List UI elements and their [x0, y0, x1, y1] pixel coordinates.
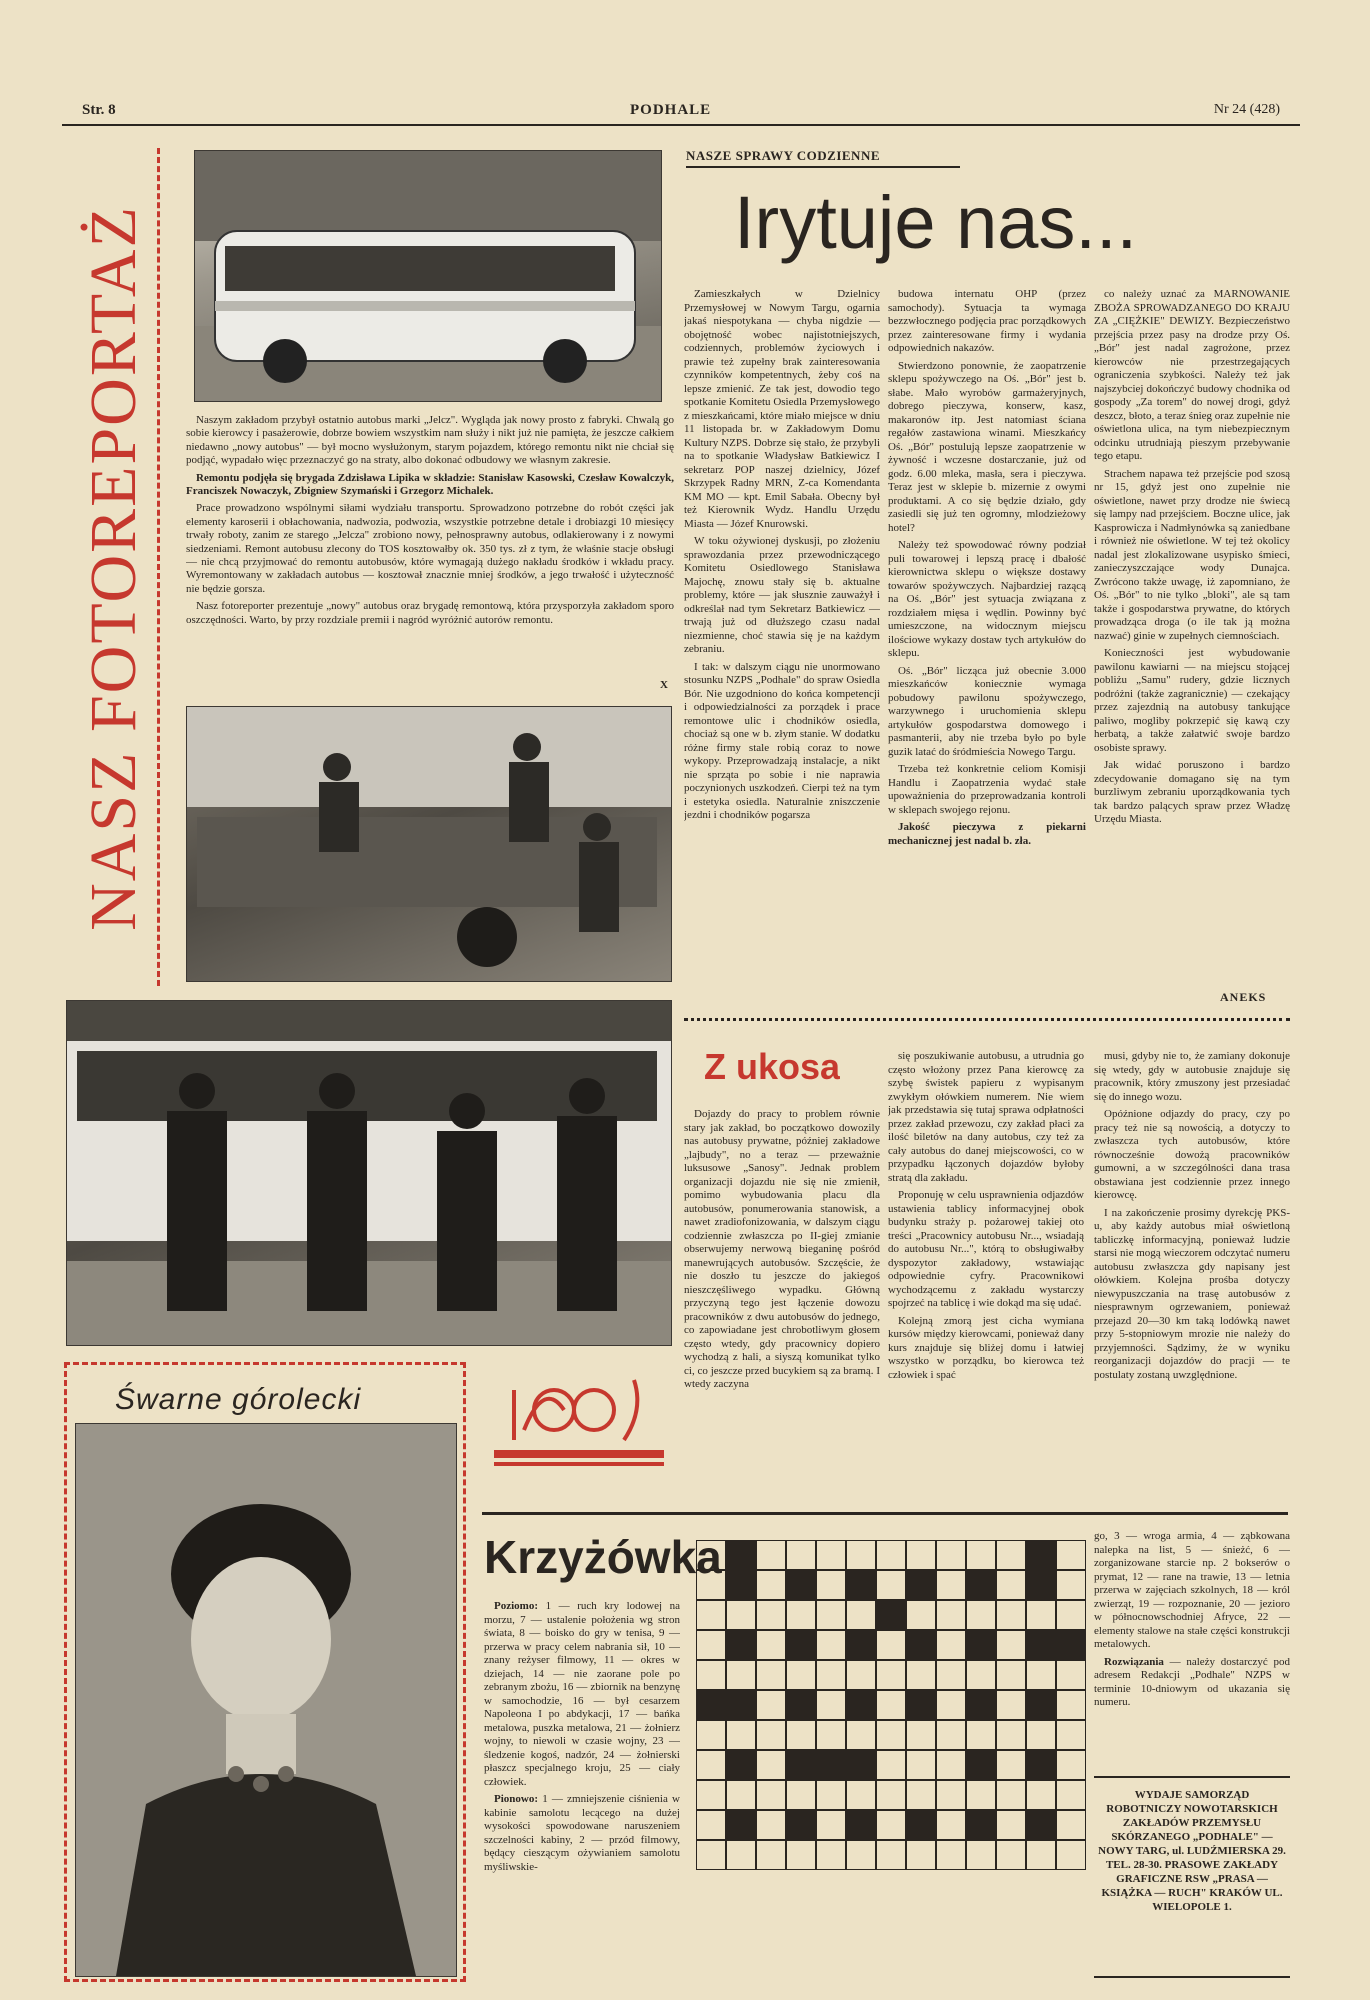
crossword-cell[interactable]: [876, 1660, 906, 1690]
crossword-cell[interactable]: [1056, 1780, 1086, 1810]
crossword-cell[interactable]: [816, 1840, 846, 1870]
krzyzowka-clue-paragraph: go, 3 — wroga armia, 4 — ząbkowana nalepka na list, 5 — śnieżć, 6 — zorganizowane starcie np. 2 bokserów o prymat, 12 — rane na trawie, 13 — letnia przerwa w zajęciach szkolnych, 18 — król zwierząt, 19 — rozpoznanie, 20 — jezioro w północnowschodniej Afryce, 22 — elementy stalowe na stałe części konstrukcji metalowych.: [1094, 1530, 1290, 1650]
crossword-cell[interactable]: [876, 1690, 906, 1720]
krzyzowka-clues-right: [1094, 1530, 1290, 1762]
crossword-cell[interactable]: [1056, 1690, 1086, 1720]
crossword-cell[interactable]: [756, 1570, 786, 1600]
page-header: [60, 96, 1300, 126]
crossword-black-cell: [726, 1630, 756, 1660]
crossword-cell[interactable]: [996, 1750, 1026, 1780]
z-ukosa-paragraph: Opóźnione odjazdy do pracy, czy po pracy też nie są nowością, a dotyczy to zwłaszcza tych autobusów, które równocześnie dowożą pracowników gumowni, a w szczególności dana trasa obstawiana jest codziennie przez innego kierowcę.: [1094, 1108, 1290, 1201]
crossword-cell[interactable]: [696, 1630, 726, 1660]
crossword-cell[interactable]: [786, 1540, 816, 1570]
z-ukosa-paragraph: Proponuję w celu usprawnienia odjazdów ustawienia tablicy informacyjnej obok budynku straży p. pożarowej takiej oto treści „Pracownicy autobusu Nr..., wsiadają do autobusu Nr...", którą to obsługiwałby dyspozytor zakładowy, wstawiając odpowiednie cyfry. Pracownikowi wychodzącemu z zakładu wystarczy spojrzeć na tablicę i wie dokąd ma się udać.: [888, 1189, 1084, 1309]
crossword-cell[interactable]: [906, 1540, 936, 1570]
krzyzowka-clue-paragraph: [1094, 1656, 1290, 1710]
irytuje-paragraph: W toku ożywionej dyskusji, po złożeniu sprawozdania przez przewodniczącego Komitetu Osiedlowego Stanisława Majochę, znowu stały się b. aktualne problemy, które — jak słusznie zauważył i odkreślał nad tym Sekretarz Batkiewicz — trwają już od dłuższego czasu nadal niezmienne, choć stawia się je na każdym zebraniu.: [684, 535, 880, 655]
crossword-cell[interactable]: [816, 1540, 846, 1570]
irytuje-kicker-rule: [686, 166, 960, 168]
section-separator: [684, 1018, 1290, 1021]
fotoreportaz-vertical-title: NASZ FOTOREPORTAŻ: [77, 205, 150, 931]
crossword-cell[interactable]: [1056, 1600, 1086, 1630]
pionowo-clues: 1 — zmniejszenie ciśnienia w kabinie samolotu lecącego na dużej wysokości spowodowane naruszeniem szczelności kabiny, 2 — przód filmowy, będący cieszącym ożywianiem samolotu myśliwskie-: [484, 1793, 680, 1873]
crossword-cell[interactable]: [786, 1660, 816, 1690]
crossword-cell[interactable]: [1056, 1810, 1086, 1840]
crossword-cell[interactable]: [816, 1630, 846, 1660]
crossword-cell[interactable]: [876, 1840, 906, 1870]
crossword-black-cell: [906, 1810, 936, 1840]
crossword-cell[interactable]: [786, 1600, 816, 1630]
header-rule: [62, 124, 1300, 126]
crossword-cell[interactable]: [816, 1720, 846, 1750]
crossword-black-cell: [846, 1570, 876, 1600]
crossword-grid: [696, 1540, 1088, 1872]
crossword-cell[interactable]: [1056, 1720, 1086, 1750]
crossword-black-cell: [906, 1570, 936, 1600]
crossword-cell[interactable]: [756, 1660, 786, 1690]
crossword-cell[interactable]: [996, 1690, 1026, 1720]
crossword-cell[interactable]: [966, 1780, 996, 1810]
crossword-cell[interactable]: [756, 1630, 786, 1660]
crossword-cell[interactable]: [846, 1840, 876, 1870]
crossword-cell[interactable]: [876, 1750, 906, 1780]
crossword-cell[interactable]: [876, 1630, 906, 1660]
irytuje-paragraph: Jakość pieczywa z piekarni mechanicznej jest nadal b. zła.: [888, 821, 1086, 847]
crossword-cell[interactable]: [846, 1660, 876, 1690]
crossword-cell[interactable]: [906, 1660, 936, 1690]
crossword-cell[interactable]: [756, 1690, 786, 1720]
crossword-black-cell: [876, 1600, 906, 1630]
crossword-cell[interactable]: [996, 1840, 1026, 1870]
crossword-cell[interactable]: [996, 1600, 1026, 1630]
krzyzowka-clue-paragraph: [484, 1600, 680, 1789]
fotoreportaz-sidebar: [68, 148, 160, 986]
imprint-box: [1094, 1776, 1290, 1978]
rozwiazania-text: — należy dostarczyć pod adresem Redakcji „Podhale" NZPS w terminie 10-dniowym od ukazania się numeru.: [1094, 1655, 1290, 1708]
brigade-illustration: [67, 1001, 672, 1346]
irytuje-signature: ANEKS: [1220, 990, 1267, 1004]
crossword-cell[interactable]: [726, 1840, 756, 1870]
crossword-cell[interactable]: [1026, 1720, 1056, 1750]
crossword-cell[interactable]: [876, 1810, 906, 1840]
mechanics-illustration: [187, 707, 672, 982]
crossword-cell[interactable]: [696, 1840, 726, 1870]
crossword-cell[interactable]: [966, 1720, 996, 1750]
crossword-cell[interactable]: [936, 1570, 966, 1600]
crossword-cell[interactable]: [1026, 1840, 1056, 1870]
crossword-cell[interactable]: [996, 1720, 1026, 1750]
crossword-cell[interactable]: [906, 1840, 936, 1870]
irytuje-paragraph: Oś. „Bór" licząca już obecnie 3.000 mieszkańców koniecznie wymaga pobudowy pawilonu spożywczego, warzywnego i uruchomienia sklepu artykułów gospodarstwa domowego i pasmanterii, aby nie trzeba było po byle guzik latać do śródmieścia Nowego Targu.: [888, 664, 1086, 758]
crossword-cell[interactable]: [936, 1600, 966, 1630]
crossword-cell[interactable]: [906, 1720, 936, 1750]
irytuje-column-2: [888, 288, 1086, 988]
crossword-cell[interactable]: [756, 1810, 786, 1840]
krzyzowka-title: Krzyżówka: [484, 1531, 722, 1583]
crossword-black-cell: [966, 1570, 996, 1600]
crossword-cell[interactable]: [696, 1750, 726, 1780]
crossword-cell[interactable]: [996, 1540, 1026, 1570]
folk-ornament: [484, 1350, 674, 1474]
crossword-cell[interactable]: [936, 1720, 966, 1750]
masthead: PODHALE: [630, 102, 712, 118]
z-ukosa-paragraph: Kolejną zmorą jest cicha wymiana kursów między kierowcami, ponieważ dany kurs znajduje się bliżej domu i łatwiej wszystko w porządku, bo kierowca też człowiek i spać: [888, 1314, 1084, 1381]
z-ukosa-paragraph: I na zakończenie prosimy dyrekcję PKS-u, aby każdy autobus miał oświetloną tabliczkę informacyjną, ponieważ ludzie starsi nie mogą wieczorem odczytać numeru autobusu zwłaszcza gdy napisany jest ołówkiem. Kolejna prośba dotyczy niewypuszczania na trasę autobusów z niesprawnym ogrzewaniem, ponieważ przejazd 20—30 km taką lodówką nawet przy 5-stopniowym mrozie nie należy do przyjemności. Sądzimy, że w wyniku reorganizacji dojazdów do pracji — te postulaty zostaną uwzględnione.: [1094, 1206, 1290, 1381]
crossword-cell[interactable]: [846, 1540, 876, 1570]
irytuje-paragraph: Konieczności jest wybudowanie pawilonu kawiarni — na miejscu stojącej pobliżu „Samu" rudery, gdzie licznych podróżni (także zagranicznie) — czekający przez zajezdnią na autobusy tankujące paliwo, mogliby pokrzepić się kawą czy herbatą, a także załatwić swoje bardzo osobiste sprawy.: [1094, 647, 1290, 754]
fotoreportaz-paragraph: Remontu podjęła się brygada Zdzisława Lipika w składzie: Stanisław Kasowski, Czesław Kowalczyk, Franciszek Nowaczyk, Zbigniew Szymański i Grzegorz Michalek.: [186, 471, 674, 498]
swarne-gorolecki-box: [64, 1362, 466, 1982]
fotoreportaz-signature: X: [660, 678, 668, 691]
mechanics-photo: [186, 706, 672, 982]
crossword-black-cell: [726, 1570, 756, 1600]
crossword-cell[interactable]: [696, 1810, 726, 1840]
crossword-black-cell: [726, 1690, 756, 1720]
crossword-cell[interactable]: [936, 1690, 966, 1720]
crossword-black-cell: [966, 1690, 996, 1720]
crossword-cell[interactable]: [846, 1600, 876, 1630]
crossword-cell[interactable]: [816, 1660, 846, 1690]
crossword-cell[interactable]: [786, 1840, 816, 1870]
crossword-cell[interactable]: [876, 1780, 906, 1810]
crossword-black-cell: [786, 1810, 816, 1840]
fotoreportaz-paragraph: Prace prowadzono wspólnymi siłami wydziału transportu. Sprowadzono potrzebne do robót części jak elementy karoserii i obłachowania, nadwozia, podwozia, wszystkie potrzebne detale i drobiazgi 10 miesięcy trwały roboty, zanim ze starego „Jelcza" zrobiono nowy, pełnosprawny autobus, odlakierowany i z nowymi siedzeniami. Remont autobusu zlecony do TOS kosztowałby ok. 350 tys. zł z tym, że właśnie stacje obsługi — nie chcą przyjmować do remontu autobusów, które wymagają dużego nakładu środków i wkładu pracy. Wyremontowany w zakładach autobus — kosztował znacznie mniej środków, a jego trwałość i użyteczność nie będzie gorsza.: [186, 502, 674, 595]
crossword-black-cell: [786, 1750, 816, 1780]
z-ukosa-column-3: [1094, 1050, 1290, 1498]
fotoreportaz-article: [186, 414, 674, 696]
fotoreportaz-paragraph: Nasz fotoreporter prezentuje „nowy" autobus oraz brygadę remontową, która przysporzyła zakładom sporo oszczędności. Warto, by przy rozdziale premii i nagród wyróżnić autorów remontu.: [186, 600, 674, 626]
crossword-cell[interactable]: [1056, 1540, 1086, 1570]
irytuje-paragraph: Trzeba też konkretnie celiom Komisji Handlu i Zaopatrzenia wydać stałe upoważnienia do przeprowadzania kontroli w sklepach swojego rejonu.: [888, 763, 1086, 816]
crossword-cell[interactable]: [996, 1630, 1026, 1660]
z-ukosa-column-1: [684, 1108, 880, 1498]
irytuje-kicker: NASZE SPRAWY CODZIENNE: [686, 148, 880, 163]
crossword-cell[interactable]: [846, 1780, 876, 1810]
crossword-cell[interactable]: [906, 1750, 936, 1780]
crossword-cell[interactable]: [696, 1540, 726, 1570]
crossword-black-cell: [906, 1630, 936, 1660]
crossword-cell[interactable]: [756, 1750, 786, 1780]
crossword-cell[interactable]: [1026, 1660, 1056, 1690]
crossword-cell[interactable]: [756, 1540, 786, 1570]
irytuje-paragraph: Zamieszkałych w Dzielnicy Przemysłowej w Nowym Targu, ogarnia jakaś niespotykana — chyba nigdzie — obojętność wobec najistotniejszych, codziennych, problemów życiowych i prawie też zupełny brak zainteresowania czynników kompetentnych, żeby coś na lepsze zmienić. Ze tak jest, dowodio tego spotkanie Komitetu Osiedla Przemysłowego z mieszkańcami, które miało miejsce w dniu 11 listopada br. w Zakładowym Domu Kultury NZPS. Dobrze się stało, że przybyli na to spotkanie Władysław Batkiewicz I sekretarz POP naszej dzielnicy, Józef Skrzypek Radny MRN, Z-ca Komendanta KM MO — kpt. Emil Sabała. Obecny był też Kierownik Wydz. Handlu Urzędu Miasta — Józef Knurowski.: [684, 288, 880, 530]
crossword-cell[interactable]: [816, 1810, 846, 1840]
crossword-cell[interactable]: [696, 1720, 726, 1750]
crossword-black-cell: [726, 1810, 756, 1840]
crossword-cell[interactable]: [756, 1600, 786, 1630]
irytuje-paragraph: budowa internatu OHP (przez samochody). Sytuacja ta wymaga bezzwłocznego podjęcia prac porządkowych przez zainteresowane firmy i wydania odpowiednich nakazów.: [888, 288, 1086, 354]
crossword-cell[interactable]: [696, 1780, 726, 1810]
crossword-cell[interactable]: [1056, 1750, 1086, 1780]
crossword-cell[interactable]: [756, 1720, 786, 1750]
crossword-cell[interactable]: [696, 1570, 726, 1600]
z-ukosa-paragraph: Dojazdy do pracy to problem równie stary jak zakład, bo początkowo dowozily nas autobusy prywatne, później zakładowe „lajbudy", no a teraz — przeważnie luksusowe „Sanosy". Jednak problem organizacji dojazdu nie się nie zmienił, pomimo wybudowania placu dla autobusów, ponumerowania stanowisk, a nawet zradiofonizowania, w dalszym ciągu codziennie zwłaszcza po II-giej zmianie obserwujemy nerwową bieganinę pośród manewrujących autobusów. Szczęście, że nie doszło tu jeszcze do jakiegoś nieszczęśliwego wypadku. Główną przyczyną tego jest łączenie dowozu pracowników z dwu autobusów do jednego, co zapowiadane jest chrobotliwym głosem często wtedy, gdy pracownicy dopiero wychodzą z hali, a siyszą komunikat tylko ci, co jeszcze przed bucykiem są za bramą. I wtedy zaczyna: [684, 1108, 880, 1390]
crossword-cell[interactable]: [726, 1600, 756, 1630]
crossword-cell[interactable]: [906, 1600, 936, 1630]
goralka-portrait: [75, 1423, 457, 1977]
crossword-cell[interactable]: [816, 1780, 846, 1810]
crossword-cell[interactable]: [996, 1660, 1026, 1690]
crossword-cell[interactable]: [696, 1660, 726, 1690]
krzyzowka-clue-paragraph: [484, 1793, 680, 1874]
crossword-cell[interactable]: [936, 1840, 966, 1870]
crossword-cell[interactable]: [1026, 1780, 1056, 1810]
crossword-cell[interactable]: [936, 1540, 966, 1570]
crossword-cell[interactable]: [966, 1840, 996, 1870]
crossword-cell[interactable]: [936, 1630, 966, 1660]
z-ukosa-column-2: [888, 1050, 1084, 1498]
portrait-illustration: [76, 1424, 456, 1976]
page-number: Str. 8: [82, 102, 116, 118]
crossword-cell[interactable]: [816, 1600, 846, 1630]
crossword-cell[interactable]: [936, 1810, 966, 1840]
irytuje-column-1: [684, 288, 880, 988]
crossword-black-cell: [696, 1690, 726, 1720]
poziomo-label: Poziomo:: [494, 1600, 538, 1612]
crossword-cell[interactable]: [1056, 1570, 1086, 1600]
crossword-cell[interactable]: [1026, 1600, 1056, 1630]
imprint-text: WYDAJE SAMORZĄD ROBOTNICZY NOWOTARSKICH ZAKŁADÓW PRZEMYSŁU SKÓRZANEGO „PODHALE" — NOWY TARG, ul. LUDŹMIERSKA 29. TEL. 28-30. PRASOWE ZAKŁADY GRAFICZNE RSW „PRASA — KSIĄŻKA — RUCH" KRAKÓW UL. WIELOPOLE 1.: [1098, 1789, 1286, 1913]
crossword-black-cell: [1026, 1690, 1056, 1720]
crossword-cell[interactable]: [966, 1660, 996, 1690]
swarne-title: Śwarne górolecki: [115, 1383, 362, 1416]
crossword-black-cell: [966, 1810, 996, 1840]
crossword-cell[interactable]: [726, 1780, 756, 1810]
crossword-cell[interactable]: [936, 1660, 966, 1690]
irytuje-paragraph: Należy też spowodować równy podział puli towarowej i lepszą pracę i dbałość kierownictwa sklepu o większe dostawy towarów spożywczych. Najbardziej razącą na Oś. „Bór" jest sytuacja związana z rozdziałem mięsa i wędlin. Powinny być umieszczone, na widocznym miejscu ilościowe wykazy dostaw tych artykułów do sklepu.: [888, 539, 1086, 659]
crossword-black-cell: [1026, 1570, 1056, 1600]
crossword-black-cell: [786, 1570, 816, 1600]
crossword-cell[interactable]: [876, 1570, 906, 1600]
rozwiazania-label: Rozwiązania: [1104, 1655, 1164, 1668]
crossword-black-cell: [726, 1750, 756, 1780]
irytuje-paragraph: I tak: w dalszym ciągu nie unormowano stosunku NZPS „Podhale" do spraw Osiedla Bór. Nie uzgodniono do końca kompetencji i odpowiedzialności za porządek i prace remontowe ulic i chodników osiedla, chociaż są one w b. złym stanie. W dodatku różne firmy stale robią coraz to nowe wykopy. Przeprowadzają instalacje, a nikt nie sprząta po sobie i nie naprawia poczynionych uszkodzeń. Cierpi też na tym i estetyka osiedla. Naturalnie zniszczenie jezdni i chodników pogarsza: [684, 660, 880, 821]
crossword-black-cell: [726, 1540, 756, 1570]
crossword-cell[interactable]: [816, 1570, 846, 1600]
crossword-black-cell: [846, 1810, 876, 1840]
crossword-cell[interactable]: [966, 1540, 996, 1570]
z-ukosa-paragraph: się poszukiwanie autobusu, a utrudnia go często włożony przez Pana kierowcę za szybę świstek papieru z wypisanym zwykłym ołówkiem numerem. Nie wiem jak przedstawia się tutaj sprawa odpłatności przez zakład przewozu, czy zakład płaci za ilość biletów na dany autobus, czy też za cały autobus do danej miejscowości, co w przypadku łączonych dojazdów byłoby stratą dla zakładu.: [888, 1050, 1084, 1184]
z-ukosa-title: Z ukosa: [704, 1046, 841, 1087]
crossword-cell[interactable]: [936, 1780, 966, 1810]
crossword-black-cell: [846, 1750, 876, 1780]
krzyzowka-clues-left: [484, 1600, 680, 1984]
irytuje-paragraph: Stwierdzono ponownie, że zaopatrzenie sklepu spożywczego na Oś. „Bór" jest b. słabe. Mało wyrobów garmażeryjnych, dobrego pieczywa, konserw, kasz, makaronów itp. Jest natomiast ściana regałów zastawiona winami. Mieszkańcy Oś. „Bór" postulują lepsze zaopatrzenie w żywność i wczesne dostarczanie, już od godz. 6.00 mleka, masła, sera i pieczywa. Teraz jest w sklepie b. mizernie z owymi produktami. A co się będzie działo, gdy zasiedli się już ten ogromny, mlodzieżowy hotel?: [888, 359, 1086, 534]
bus-illustration: [195, 151, 662, 402]
crossword-cell[interactable]: [876, 1720, 906, 1750]
crossword-cell[interactable]: [756, 1780, 786, 1810]
crossword-cell[interactable]: [906, 1780, 936, 1810]
pionowo-label: Pionowo:: [494, 1793, 538, 1805]
crossword-cell[interactable]: [786, 1720, 816, 1750]
irytuje-headline: Irytuje nas...: [734, 181, 1138, 264]
bus-photo: [194, 150, 662, 402]
crossword-cell[interactable]: [996, 1810, 1026, 1840]
crossword-black-cell: [846, 1690, 876, 1720]
crossword-black-cell: [906, 1690, 936, 1720]
crossword-black-cell: [786, 1630, 816, 1660]
crossword-black-cell: [966, 1750, 996, 1780]
irytuje-column-3: [1094, 288, 1290, 988]
crossword-cell[interactable]: [816, 1690, 846, 1720]
poziomo-clues: 1 — ruch kry lodowej na morzu, 7 — ustalenie położenia wg stron świata, 8 — boisko do gry w tenisa, 9 — przerwa w pracy celem nabrania sił, 10 — znany reżyser filmowy, 11 — okres w dziejach, 14 — nie zaorane pole po zebranym zbożu, 16 — zbiornik na benzynę w samochodzie, 16 — był cesarzem Napoleona I po abdykacji, 17 — bańka metalowa, puszka metalowa, 21 — żołnierz wojny, to niewoli w czasie wojny, 23 — śledzenie kogoś, nadzór, 24 — żołnierski płaszcz specjalnego kroju, 25 — ciały człowiek.: [484, 1600, 680, 1788]
crossword-cell[interactable]: [936, 1750, 966, 1780]
crossword-black-cell: [1026, 1750, 1056, 1780]
crossword-cell[interactable]: [1056, 1840, 1086, 1870]
irytuje-paragraph: co należy uznać za MARNOWANIE ZBOŻA SPROWADZANEGO DO KRAJU ZA „CIĘŻKIE" DEWIZY. Bezpieczeństwo przejścia przez pasy na drodze przy Oś. „Bór" jest nadal zagrożone, przez kierowców nie przestrzegających ograniczenia szybkości. Należy też jak najszybciej dokończyć budowy chodnika od gospody „Za torem" do nowej drogi, gdyż deszcz, błoto, a teraz śnieg oraz zupełnie nie oświetlona ulica, na tym niebezpiecznym odcinku utrudniają pieszym przebywanie tego etapu.: [1094, 288, 1290, 462]
issue-number: Nr 24 (428): [1213, 102, 1280, 117]
crossword-cell[interactable]: [996, 1780, 1026, 1810]
crossword-black-cell: [846, 1630, 876, 1660]
crossword-black-cell: [1026, 1630, 1056, 1660]
ornament-icon: [484, 1350, 674, 1474]
brigade-photo: [66, 1000, 672, 1346]
crossword-black-cell: [786, 1690, 816, 1720]
krzyzowka-top-rule: [482, 1512, 1288, 1515]
z-ukosa-paragraph: musi, gdyby nie to, że zamiany dokonuje się wtedy, gdy w autobusie znajduje się pracownik, który zmuszony jest przesiadać się do innego wozu.: [1094, 1050, 1290, 1103]
crossword-cell[interactable]: [786, 1780, 816, 1810]
crossword-black-cell: [1026, 1810, 1056, 1840]
irytuje-paragraph: Jak widać poruszono i bardzo zdecydowanie domagano się na tym burzliwym zebraniu uporządkowania tych tak bardzo palących spraw przez Władzę Urzędu Miasta.: [1094, 759, 1290, 825]
irytuje-paragraph: Strachem napawa też przejście pod szosą nr 15, gdyż jest ono zupełnie nie oświetlone, nawet przy drodze nie świecą się lampy nad przejściem. Boczne ulice, jak Kasprowicza i Nadmłynówka są zaniedbane i również nie oświetlone. W tej też okolicy nadal jest zlokalizowane usypisko śmieci, zanieczyszczające wody Dunajca. Zwrócono także uwagę, iż zapomniano, że Oś. „Bór" to nie tylko „bloki", ale są tam także i gospodarstwa prywatne, do których prowadząca droga (o ile tak ją można nazwać) ginie w zupełnych ciemnościach.: [1094, 467, 1290, 642]
crossword-cell[interactable]: [876, 1540, 906, 1570]
fotoreportaz-paragraph: Naszym zakładom przybył ostatnio autobus marki „Jelcz". Wygląda jak nowy prosto z fabryki. Chwalą go sobie kierowcy i pasażerowie, dobrze bowiem wszystkim nam służy i nikt już nie pamięta, że jeszcze całkiem niedawno „nowy autobus" — był mocno wysłużonym, starym pojazdem, którego remontu nikt nie chciał się podjąć, wypadało więc przeznaczyć go na straty, albo dokonać odbudowy we własnym zakresie.: [186, 414, 674, 467]
crossword-cell[interactable]: [726, 1660, 756, 1690]
crossword-cell[interactable]: [996, 1570, 1026, 1600]
crossword-cell[interactable]: [1056, 1660, 1086, 1690]
crossword-black-cell: [816, 1750, 846, 1780]
crossword-black-cell: [1056, 1630, 1086, 1660]
crossword-black-cell: [966, 1630, 996, 1660]
crossword-cell[interactable]: [966, 1600, 996, 1630]
crossword-black-cell: [1026, 1540, 1056, 1570]
crossword-cell[interactable]: [756, 1840, 786, 1870]
crossword-cell[interactable]: [726, 1720, 756, 1750]
crossword-cell[interactable]: [696, 1600, 726, 1630]
crossword-cell[interactable]: [846, 1720, 876, 1750]
